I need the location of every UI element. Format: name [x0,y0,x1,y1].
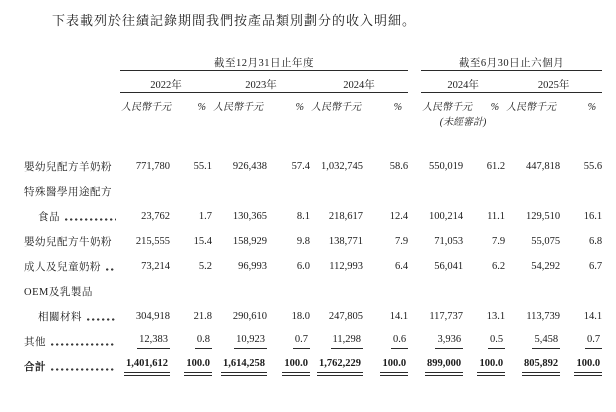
amount-value: 10,923 [234,334,267,349]
row-label: 相關材料 [38,312,82,323]
amount-cell: 550,019 [428,161,464,172]
group-gap [408,71,421,93]
column-gap [408,329,421,354]
percent-cell: 6.4 [394,261,409,272]
column-gap [408,279,421,304]
percent-cell: 12.4 [389,211,409,222]
amount-value: 3,936 [435,334,463,349]
table-row [24,304,602,329]
amount-cell: 130,365 [232,211,267,222]
percent-cell: 6.0 [296,261,310,272]
percent-cell [363,329,408,354]
amount-cell: 112,993 [329,261,363,272]
period-group-interim: 截至6月30日止六個月 [421,53,602,71]
body-spacer [24,129,602,154]
amount-value: 1,762,229 [317,358,363,376]
revenue-table [24,53,602,379]
row-label-cell [24,179,120,204]
header-spacer [24,53,120,71]
amount-cell: 926,438 [232,161,267,172]
percent-cell [363,279,408,304]
group-gap [408,113,421,129]
percent-cell: 55.1 [193,161,212,172]
row-label-cell [24,254,120,279]
amount-value: 1,614,258 [221,358,267,376]
percent-cell: 11.1 [487,211,506,222]
unit-header: 人民幣千元 [311,102,361,113]
amount-value: 5,458 [532,334,560,349]
percent-cell: 55.6 [583,161,603,172]
row-label: 成人及兒童奶粉 [24,262,101,273]
percent-cell: 8.1 [296,211,310,222]
row-label-cell [24,304,120,329]
percent-header: % [393,102,403,113]
percent-cell: 1.7 [198,211,212,222]
row-label-cell [24,329,120,354]
amount-cell: 96,993 [238,261,267,272]
amount-cell: 23,762 [141,211,170,222]
percent-cell [463,279,505,304]
row-label-cell [24,204,120,229]
percent-cell [363,354,408,379]
amount-cell [120,279,170,304]
table-row [24,254,602,279]
percent-cell: 15.4 [193,236,212,247]
percent-value: 100.0 [477,358,505,376]
amount-cell [505,179,560,204]
dot-leader [106,268,116,271]
percent-cell: 21.8 [193,311,212,322]
amount-cell [212,329,267,354]
percent-cell [560,279,602,304]
unit-header: 人民幣千元 [422,102,473,113]
percent-header: % [197,102,206,113]
percent-header: % [295,102,304,113]
row-label-cell [24,354,120,379]
amount-cell: 71,053 [434,236,464,247]
amount-cell: 55,075 [531,236,561,247]
amount-cell: 447,818 [525,161,561,172]
amount-cell: 1,032,745 [321,161,363,172]
amount-cell: 117,737 [429,311,464,322]
percent-value: 100.0 [574,358,602,376]
amount-cell: 100,214 [428,211,464,222]
table-row [24,179,602,204]
group-gap [408,53,421,71]
percent-cell: 6.8 [588,236,603,247]
percent-cell [560,354,602,379]
percent-cell [170,329,212,354]
table-row [24,229,602,254]
amount-cell: 215,555 [135,236,170,247]
amount-cell: 129,510 [525,211,561,222]
year-header-2025-interim: 2025年 [505,71,602,93]
amount-cell [421,179,463,204]
percent-cell: 6.7 [588,261,603,272]
table-row [24,279,602,304]
dot-leader [51,368,116,371]
percent-cell: 61.2 [486,161,506,172]
percent-cell: 14.1 [389,311,409,322]
row-label: 嬰幼兒配方羊奶粉 [24,162,112,173]
amount-cell [212,354,267,379]
unit-header: 人民幣千元 [506,102,557,113]
amount-cell [212,279,267,304]
row-label: 其他 [24,337,46,348]
amount-cell [421,354,463,379]
header-spacer [24,93,120,114]
amount-cell: 56,041 [434,261,464,272]
dot-leader [65,218,116,221]
year-header-row [24,71,602,93]
header-spacer [505,113,602,129]
row-label: 特殊醫學用途配方 [24,187,112,198]
amount-cell [310,329,363,354]
percent-value: 0.7 [585,334,602,349]
amount-value: 12,383 [137,334,170,349]
group-gap [408,93,421,114]
dot-leader [87,318,116,321]
table-row [24,329,602,354]
column-gap [408,204,421,229]
percent-cell: 14.1 [583,311,603,322]
body-spacer-row [24,129,602,154]
table-row [24,354,602,379]
header-spacer [24,113,120,129]
amount-cell [505,354,560,379]
percent-cell: 9.8 [296,236,310,247]
amount-cell: 138,771 [328,236,363,247]
percent-value: 100.0 [380,358,408,376]
amount-cell: 158,929 [232,236,267,247]
unaudited-note: (未經審計) [439,117,487,128]
percent-value: 100.0 [184,358,212,376]
row-label: 食品 [38,212,60,223]
row-label: OEM及乳製品 [24,287,93,298]
amount-cell [505,279,560,304]
amount-cell [310,354,363,379]
unit-header-row [24,93,602,114]
percent-cell [463,329,505,354]
column-gap [408,154,421,179]
column-gap [408,254,421,279]
amount-cell: 304,918 [135,311,170,322]
percent-cell [170,179,212,204]
table-row [24,204,602,229]
percent-cell [560,179,602,204]
percent-cell [363,179,408,204]
percent-cell [463,179,505,204]
amount-cell: 54,292 [531,261,561,272]
amount-cell [421,329,463,354]
header-spacer [24,71,120,93]
amount-value: 1,401,612 [124,358,170,376]
table-row [24,154,602,179]
percent-value: 0.5 [488,334,505,349]
amount-cell: 73,214 [141,261,170,272]
percent-cell [170,354,212,379]
percent-cell: 18.0 [291,311,310,322]
amount-cell [421,279,463,304]
percent-cell [170,279,212,304]
dot-leader [51,343,116,346]
amount-cell: 113,739 [526,311,561,322]
note-header-row [24,113,602,129]
revenue-table-body [24,129,602,379]
group-header-row [24,53,602,71]
row-label-cell [24,279,120,304]
percent-header: % [587,102,597,113]
percent-cell: 7.9 [491,236,506,247]
percent-cell: 7.9 [394,236,409,247]
unit-header: 人民幣千元 [121,102,171,113]
percent-header: % [490,102,500,113]
amount-cell [212,179,267,204]
percent-cell [560,329,602,354]
percent-cell [267,279,310,304]
amount-cell [310,179,363,204]
year-header-2024: 2024年 [310,71,408,93]
percent-cell [267,354,310,379]
percent-value: 0.7 [293,334,310,349]
unit-header: 人民幣千元 [213,102,263,113]
percent-value: 0.6 [391,334,408,349]
amount-cell [310,279,363,304]
amount-value: 805,892 [522,358,560,376]
percent-cell [463,354,505,379]
year-header-2022: 2022年 [120,71,212,93]
row-label: 嬰幼兒配方牛奶粉 [24,237,112,248]
percent-cell: 13.1 [486,311,506,322]
amount-cell: 290,610 [232,311,267,322]
amount-cell: 218,617 [328,211,363,222]
intro-text: 下表載列於往績記錄期間我們按產品類別劃分的收入明細。 [52,13,417,28]
year-header-2023: 2023年 [212,71,310,93]
column-gap [408,354,421,379]
percent-cell: 57.4 [291,161,310,172]
year-header-2024-interim: 2024年 [421,71,505,93]
amount-cell: 247,805 [328,311,363,322]
amount-cell [120,354,170,379]
amount-cell [505,329,560,354]
percent-cell: 5.2 [198,261,212,272]
percent-value: 100.0 [282,358,310,376]
column-gap [408,304,421,329]
table-header [24,53,602,129]
percent-cell: 6.2 [491,261,506,272]
row-label-cell [24,154,120,179]
column-gap [408,229,421,254]
percent-cell: 58.6 [389,161,409,172]
amount-value: 899,000 [425,358,463,376]
amount-cell [120,329,170,354]
amount-cell: 771,780 [135,161,170,172]
period-group-annual: 截至12月31日止年度 [120,53,408,71]
amount-value: 11,298 [331,334,364,349]
header-spacer [120,113,408,129]
row-label-cell [24,229,120,254]
percent-cell: 16.1 [583,211,603,222]
percent-value: 0.8 [195,334,212,349]
percent-cell [267,179,310,204]
row-label: 合計 [24,362,46,373]
amount-cell [120,179,170,204]
column-gap [408,179,421,204]
percent-cell [267,329,310,354]
